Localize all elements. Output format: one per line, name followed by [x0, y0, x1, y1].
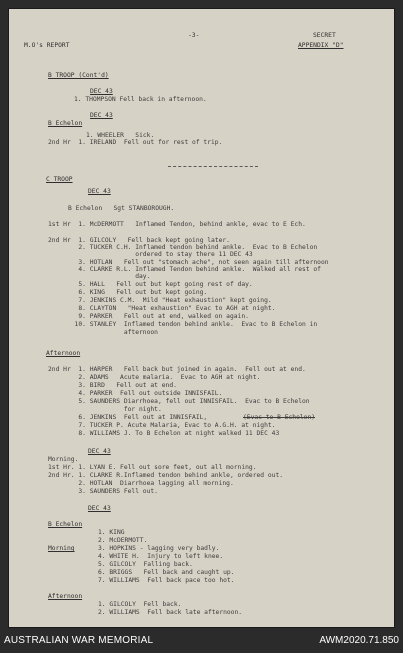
- afternoon-line: 4. PARKER Fell out outside INNISFAIL.: [48, 390, 223, 397]
- c-troop-line: 4. CLARKE R.L. Inflamed Tendon behind ankle. Walked all rest of: [48, 266, 321, 273]
- c-troop-line: 2nd Hr 1. GILCOLY Fell back kept going later.: [48, 237, 230, 244]
- b-troop-date: DEC 43: [90, 88, 113, 95]
- dec43-b-line: 1. KING: [98, 529, 125, 536]
- afternoon-line: 3. BIRD Fell out at end.: [48, 382, 177, 389]
- b-troop-2-echelon: B Echelon: [48, 120, 83, 127]
- dec43-line: 2nd Hr. 1. CLARKE R.Inflamed tendon behind ankle, ordered out.: [48, 472, 284, 479]
- dec43-b-date: DEC 43: [88, 505, 111, 512]
- dec43-line: 1st Hr. 1. LYAN E. Fell out sore feet, out all morning.: [48, 464, 257, 471]
- b-troop-2-line: 1. WHEELER Sick.: [86, 132, 155, 139]
- afternoon-line: 2. ADAMS Acute malaria. Evac to AGH at night.: [48, 374, 261, 381]
- dec43-b-line: 5. GILCOLY Falling back.: [98, 561, 193, 568]
- c-troop-echelon: B Echelon Sgt STANBOROUGH.: [68, 205, 175, 212]
- c-troop-line: 2. TUCKER C.H. Inflamed tendon behind ankle. Evac to B Echelon: [48, 244, 318, 251]
- page-number: -3-: [188, 32, 200, 39]
- afternoon-line: 6. JENKINS Fell out at INNISFAIL,: [48, 414, 208, 421]
- c-troop-line: 9. PARKER Fell out at end, walked on again.: [48, 313, 249, 320]
- classification: SECRET: [313, 32, 336, 39]
- archive-id: AWM2020.71.850: [319, 635, 399, 646]
- c-troop-line: 7. JENKINS C.M. Mild "Heat exhaustion" kept going.: [48, 297, 272, 304]
- document-page: [8, 8, 395, 628]
- dec43-line: 2. HOTLAN Diarrhoea lagging all morning.: [48, 480, 234, 487]
- dec43-b-line: 2. McDERMOTT.: [98, 537, 148, 544]
- b-troop-2-line: 2nd Hr 1. IRELAND Fell out for rest of trip.: [48, 139, 223, 146]
- archive-footer: [0, 630, 403, 653]
- dec43-b-afternoon-line: 1. GILCOLY Fell back.: [98, 601, 182, 608]
- c-troop-line: ordered to stay there 11 DEC 43: [48, 251, 253, 258]
- afternoon-line: for night.: [48, 406, 162, 413]
- afternoon-line: 8. WILLIAMS J. To B Echelon at night walked 11 DEC 43: [48, 430, 280, 437]
- dec43-b-line: 7. WILLIAMS Fell back pace too hot.: [98, 577, 235, 584]
- dec43-b-line: 6. BRIGGS Fell back and caught up.: [98, 569, 235, 576]
- c-troop-line: 6. KING Fell out but kept going.: [48, 289, 208, 296]
- afternoon-label: Afternoon: [46, 350, 81, 357]
- dec43-b-line: 4. WHITE H. Injury to left knee.: [98, 553, 224, 560]
- b-troop-2-date: DEC 43: [90, 112, 113, 119]
- dec43-b-afternoon-line: 2. WILLIAMS Fell back late afternoon.: [98, 609, 243, 616]
- dec43-b-afternoon-label: Afternoon: [48, 593, 83, 600]
- dec43-b-echelon: B Echelon: [48, 521, 83, 528]
- c-troop-line: 5. HALL Fell out but kept going rest of day.: [48, 281, 253, 288]
- c-troop-line: 3. HOTLAN Fell out "stomach ache", not seen again till afternoon: [48, 259, 329, 266]
- dec43-date: DEC 43: [88, 448, 111, 455]
- afternoon-line: 2nd Hr 1. HARPER Fell back but joined in again. Fell out at end.: [48, 366, 306, 373]
- afternoon-line: 7. TUCKER P. Acute Malaria, Evac to A.G.H. at night.: [48, 422, 276, 429]
- b-troop-title: B TROOP (Cont'd): [48, 72, 109, 79]
- c-troop-line: day.: [48, 273, 151, 280]
- c-troop-line: 1st Hr 1. McDERMOTT Inflamed Tendon, behind ankle, evac to E Ech.: [48, 221, 306, 228]
- b-troop-line: 1. THOMPSON Fell back in afternoon.: [74, 96, 207, 103]
- c-troop-line: 8. CLAYTON "Heat exhaustion" Evac to AGH at night.: [48, 305, 276, 312]
- archive-name: AUSTRALIAN WAR MEMORIAL: [4, 635, 154, 646]
- dec43-b-line: 3. HOPKINS - lagging very badly.: [98, 545, 220, 552]
- c-troop-line: afternoon: [48, 329, 158, 336]
- dec43-line: 3. SAUNDERS Fell out.: [48, 488, 158, 495]
- dec43-b-morning-label: Morning: [48, 545, 75, 552]
- c-troop-title: C TROOP: [46, 176, 73, 183]
- c-troop-date: DEC 43: [88, 188, 111, 195]
- appendix-label: APPENDIX "D": [298, 42, 344, 49]
- afternoon-line: 5. SAUNDERS Diarrhoea, fell out INNISFAIL. Evac to B Echelon: [48, 398, 310, 405]
- struck-annotation: (Evac to B Echelon): [243, 414, 316, 421]
- dec43-morning-label: Morning.: [48, 456, 79, 463]
- report-title: M.O's REPORT: [24, 42, 70, 49]
- section-divider: [168, 166, 258, 167]
- c-troop-line: 10. STANLEY Inflamed tendon behind ankle. Evac to B Echelon in: [48, 321, 318, 328]
